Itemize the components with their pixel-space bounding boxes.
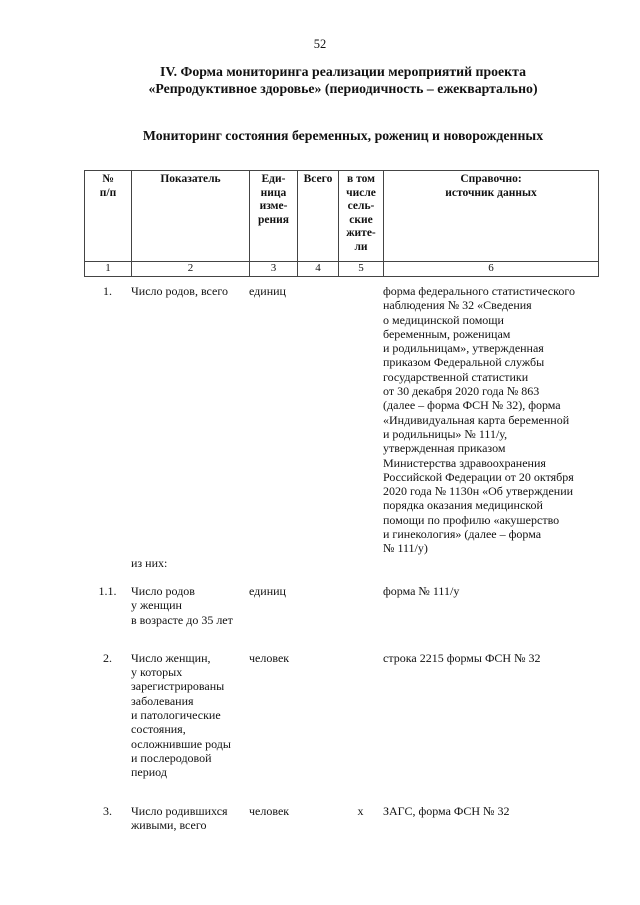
rural-cell [338,284,383,556]
column-number: 4 [298,262,339,277]
column-number: 2 [132,262,250,277]
section-subtitle: Мониторинг состояния беременных, рожениц и новорожденных [142,128,544,143]
row-number [84,556,131,584]
text-line: Число родившихся [131,803,228,818]
text-line: (далее – форма ФСН № 32), форма [383,398,561,413]
indicator-cell [131,584,249,651]
rural-cell [338,584,383,651]
text-line: источник данных [445,186,537,199]
text-line: ЗАГС, форма ФСН № 32 [383,803,510,818]
indicator-cell [131,556,249,584]
column-number: 6 [384,262,599,277]
row-number: 1. [103,284,112,298]
rural-cell [338,556,383,584]
text-line: состояния, [131,722,186,737]
column-number-row [85,262,599,277]
header-cell [85,171,132,262]
rural-cell: х [357,803,364,818]
header-row [85,171,599,262]
page-title [0,63,640,97]
text-line: Всего [303,173,333,185]
row-number: 2. [103,650,112,665]
total-cell [297,804,338,833]
unit-cell [249,556,297,584]
text-line: период [131,765,167,780]
total-cell [297,556,338,584]
text-line: форма федерального статистического [383,284,575,298]
page-title-line-2: «Репродуктивное здоровье» (периодичность – ежеквартально) [148,81,538,96]
text-line: Число женщин, [131,650,211,665]
monitoring-table-header [84,170,599,277]
text-line: Министерства здравоохранения [383,455,546,470]
table-row [84,584,598,651]
text-line: сель- [347,200,375,212]
text-line: осложнившие роды [131,736,231,751]
header-cell [384,171,599,262]
text-line: изме- [259,200,288,212]
text-line: 2020 года № 1130н «Об утверждении [383,484,574,499]
text-line: зарегистрированы [131,679,225,694]
text-line: ли [354,240,368,253]
column-number: 5 [339,262,384,277]
total-cell [297,651,338,804]
header-cell [298,171,339,262]
source-cell [383,804,598,833]
unit-cell: единиц [249,284,286,298]
unit-cell: единиц [249,583,286,598]
monitoring-table-body [84,284,598,832]
unit-cell: человек [249,803,290,818]
text-line: и родильницам», утвержденная [383,341,544,356]
text-line: от 30 декабря 2020 года № 863 [383,384,540,399]
text-line: п/п [99,186,117,199]
text-line: порядка оказания медицинской [383,498,543,513]
text-line: и послеродовой [131,750,212,765]
row-number: 1.1. [98,583,117,598]
text-line: жите- [346,227,376,239]
total-cell [297,284,338,556]
text-line: Число родов, всего [131,284,228,298]
text-line: № [102,173,114,185]
indicator-cell [131,804,249,833]
text-line: из них: [131,555,168,570]
page-number: 52 [313,37,327,51]
text-line: «Индивидуальная карта беременной [383,412,570,427]
text-line: беременным, роженицам [383,326,511,341]
source-cell [383,556,598,584]
indicator-cell [131,284,249,556]
rural-cell [338,651,383,804]
table-row [84,651,598,804]
text-line: Число родов [131,583,195,598]
page-title-line-1: IV. Форма мониторинга реализации мероприятий проекта [160,64,526,79]
text-line: приказом Федеральной службы [383,355,545,370]
text-line: наблюдения № 32 «Сведения [383,298,532,313]
source-cell [383,651,598,804]
total-cell [297,584,338,651]
text-line: Показатель [160,173,221,185]
text-line: № 111/у) [383,541,428,556]
text-line: Российской Федерации от 20 октября [383,469,574,484]
header-cell [250,171,298,262]
header-cell [132,171,250,262]
text-line: рения [258,213,289,226]
text-line: числе [346,186,376,199]
text-line: заболевания [131,693,194,708]
column-number: 1 [85,262,132,277]
column-number: 3 [250,262,298,277]
text-line: в возрасте до 35 лет [131,612,233,627]
source-cell [383,284,598,556]
text-line: утвержденная приказом [383,441,506,456]
table-row [84,284,598,556]
indicator-cell [131,651,249,804]
text-line: о медицинской помощи [383,312,504,327]
row-number: 3. [103,803,112,818]
table-row [84,804,598,833]
text-line: и гинекология» (далее – форма [383,527,542,542]
text-line: форма № 111/у [383,583,460,598]
table-row [84,556,598,584]
text-line: Еди- [261,173,286,185]
text-line: помощи по профилю «акушерство [383,512,560,527]
text-line: у которых [131,665,183,680]
text-line: ница [260,186,287,199]
unit-cell: человек [249,650,290,665]
text-line: государственной статистики [383,369,529,384]
header-cell [339,171,384,262]
source-cell [383,584,598,651]
text-line: ские [349,213,373,226]
text-line: живыми, всего [131,817,207,832]
text-line: Справочно: [460,173,522,185]
text-line: в том [347,173,375,185]
text-line: и патологические [131,708,221,723]
text-line: строка 2215 формы ФСН № 32 [383,650,541,665]
text-line: у женщин [131,598,182,613]
text-line: и родильницы» № 111/у, [383,426,508,441]
